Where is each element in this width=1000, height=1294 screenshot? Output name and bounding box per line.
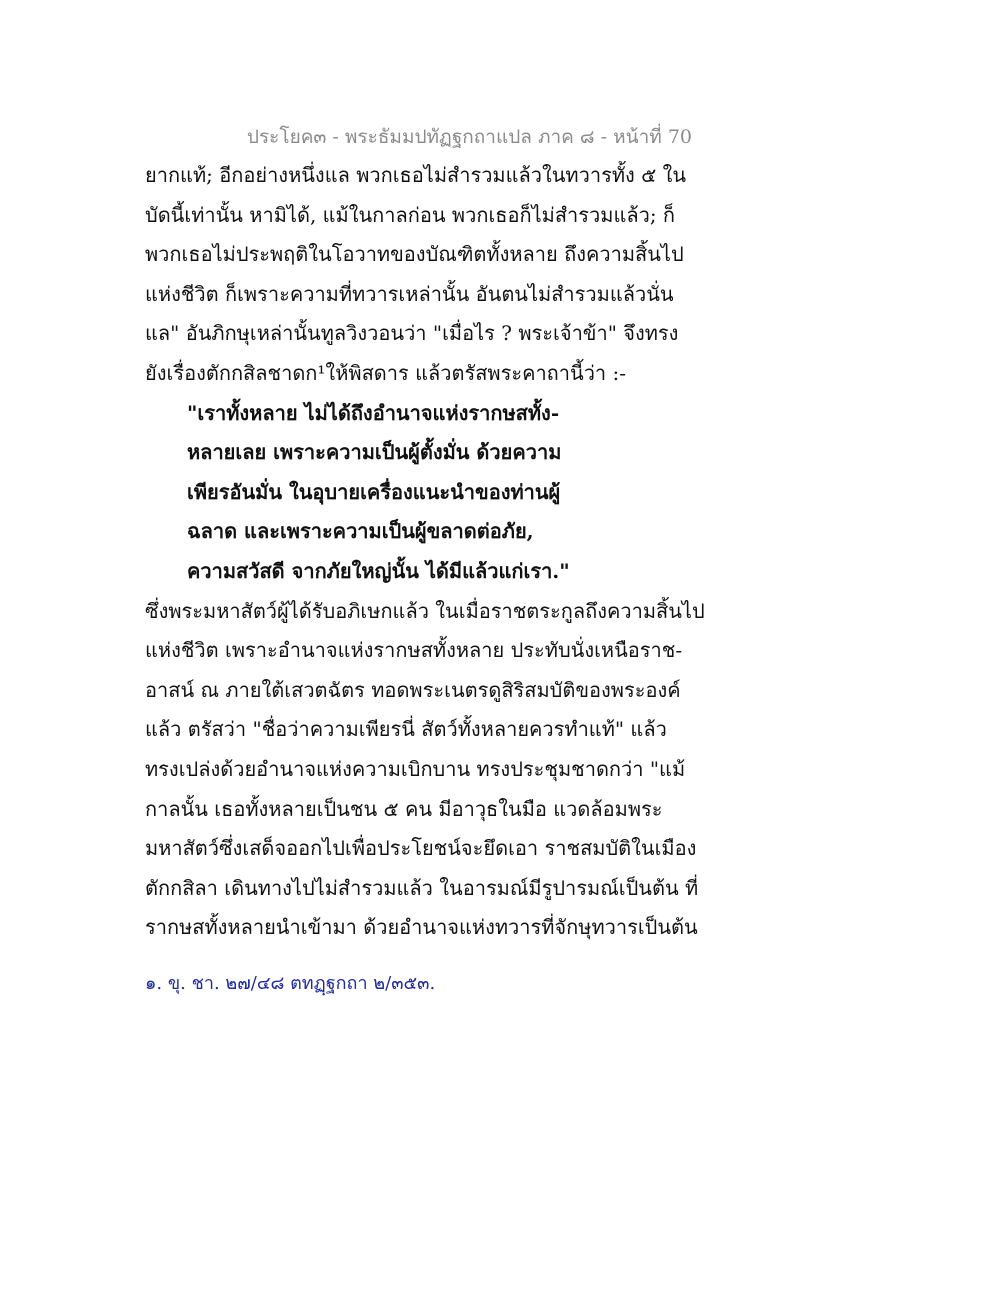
text-line: รากษสทั้งหลายนำเข้ามา ด้วยอำนาจแห่งทวารที่จักษุทวารเป็นต้น — [145, 915, 698, 940]
verse-line: หลายเลย เพราะความเป็นผู้ตั้งมั่น ด้วยความ — [187, 440, 562, 465]
footnote: ๑. ขุ. ชา. ๒๗/๔๘ ตทฏฺฐกถา ๒/๓๕๓. — [145, 973, 436, 994]
text-line: บัดนี้เท่านั้น หามิได้, แม้ในกาลก่อน พวกเธอก็ไม่สำรวมแล้ว; ก็ — [145, 202, 676, 227]
text-line: แล้ว ตรัสว่า "ชื่อว่าความเพียรนี่ สัตว์ทั้งหลายควรทำแท้" แล้ว — [145, 717, 667, 742]
text-line: ยังเรื่องตักกสิลชาดก¹ให้พิสดาร แล้วตรัสพระคาถานี้ว่า :- — [145, 360, 627, 385]
verse-line: "เราทั้งหลาย ไม่ได้ถึงอำนาจแห่งรากษสทั้ง- — [187, 400, 560, 425]
page-header: ประโยค๓ - พระธัมมปทัฏฐกถาแปล ภาค ๘ - หน้าที่ 70 — [246, 126, 692, 148]
text-line: ยากแท้; อีกอย่างหนึ่งแล พวกเธอไม่สำรวมแล้วในทวารทั้ง ๕ ใน — [145, 163, 687, 187]
text-line: แห่งชีวิต เพราะอำนาจแห่งรากษสทั้งหลาย ประทับนั่งเหนือราช- — [145, 638, 683, 663]
text-line: มหาสัตว์ซึ่งเสด็จออกไปเพื่อประโยชน์จะยึดเอา ราชสมบัติในเมือง — [145, 836, 697, 861]
text-line: แล" อันภิกษุเหล่านั้นทูลวิงวอนว่า "เมื่อไร ? พระเจ้าข้า" จึงทรง — [145, 321, 679, 346]
text-line: ทรงเปล่งด้วยอำนาจแห่งความเบิกบาน ทรงประชุมชาดกว่า "แม้ — [145, 756, 686, 781]
verse-line: ฉลาด และเพราะความเป็นผู้ขลาดต่อภัย, — [187, 519, 534, 544]
text-line: พวกเธอไม่ประพฤติในโอวาทของบัณฑิตทั้งหลาย ถึงความสิ้นไป — [145, 242, 684, 267]
text-line: อาสน์ ณ ภายใต้เสวตฉัตร ทอดพระเนตรดูสิริสมบัติของพระองค์ — [145, 677, 681, 702]
text-line: กาลนั้น เธอทั้งหลายเป็นชน ๕ คน มีอาวุธในมือ แวดล้อมพระ — [145, 796, 663, 821]
text-line: แห่งชีวิต ก็เพราะความที่ทวารเหล่านั้น อันตนไม่สำรวมแล้วนั่น — [145, 281, 674, 306]
body-text — [145, 156, 705, 948]
verse-block — [145, 394, 705, 592]
text-line: ตักกสิลา เดินทางไปไม่สำรวมแล้ว ในอารมณ์มีรูปารมณ์เป็นต้น ที่ — [145, 875, 699, 900]
verse-line: เพียรอันมั่น ในอุบายเครื่องแนะนำของท่านผู้ — [187, 479, 561, 504]
verse-line: ความสวัสดี จากภัยใหญ่นั้น ได้มีแล้วแก่เรา." — [187, 558, 570, 583]
paragraph-2 — [145, 592, 705, 948]
paragraph-1 — [145, 156, 705, 394]
text-line: ซึ่งพระมหาสัตว์ผู้ได้รับอภิเษกแล้ว ในเมื่อราชตระกูลถึงความสิ้นไป — [145, 598, 705, 623]
